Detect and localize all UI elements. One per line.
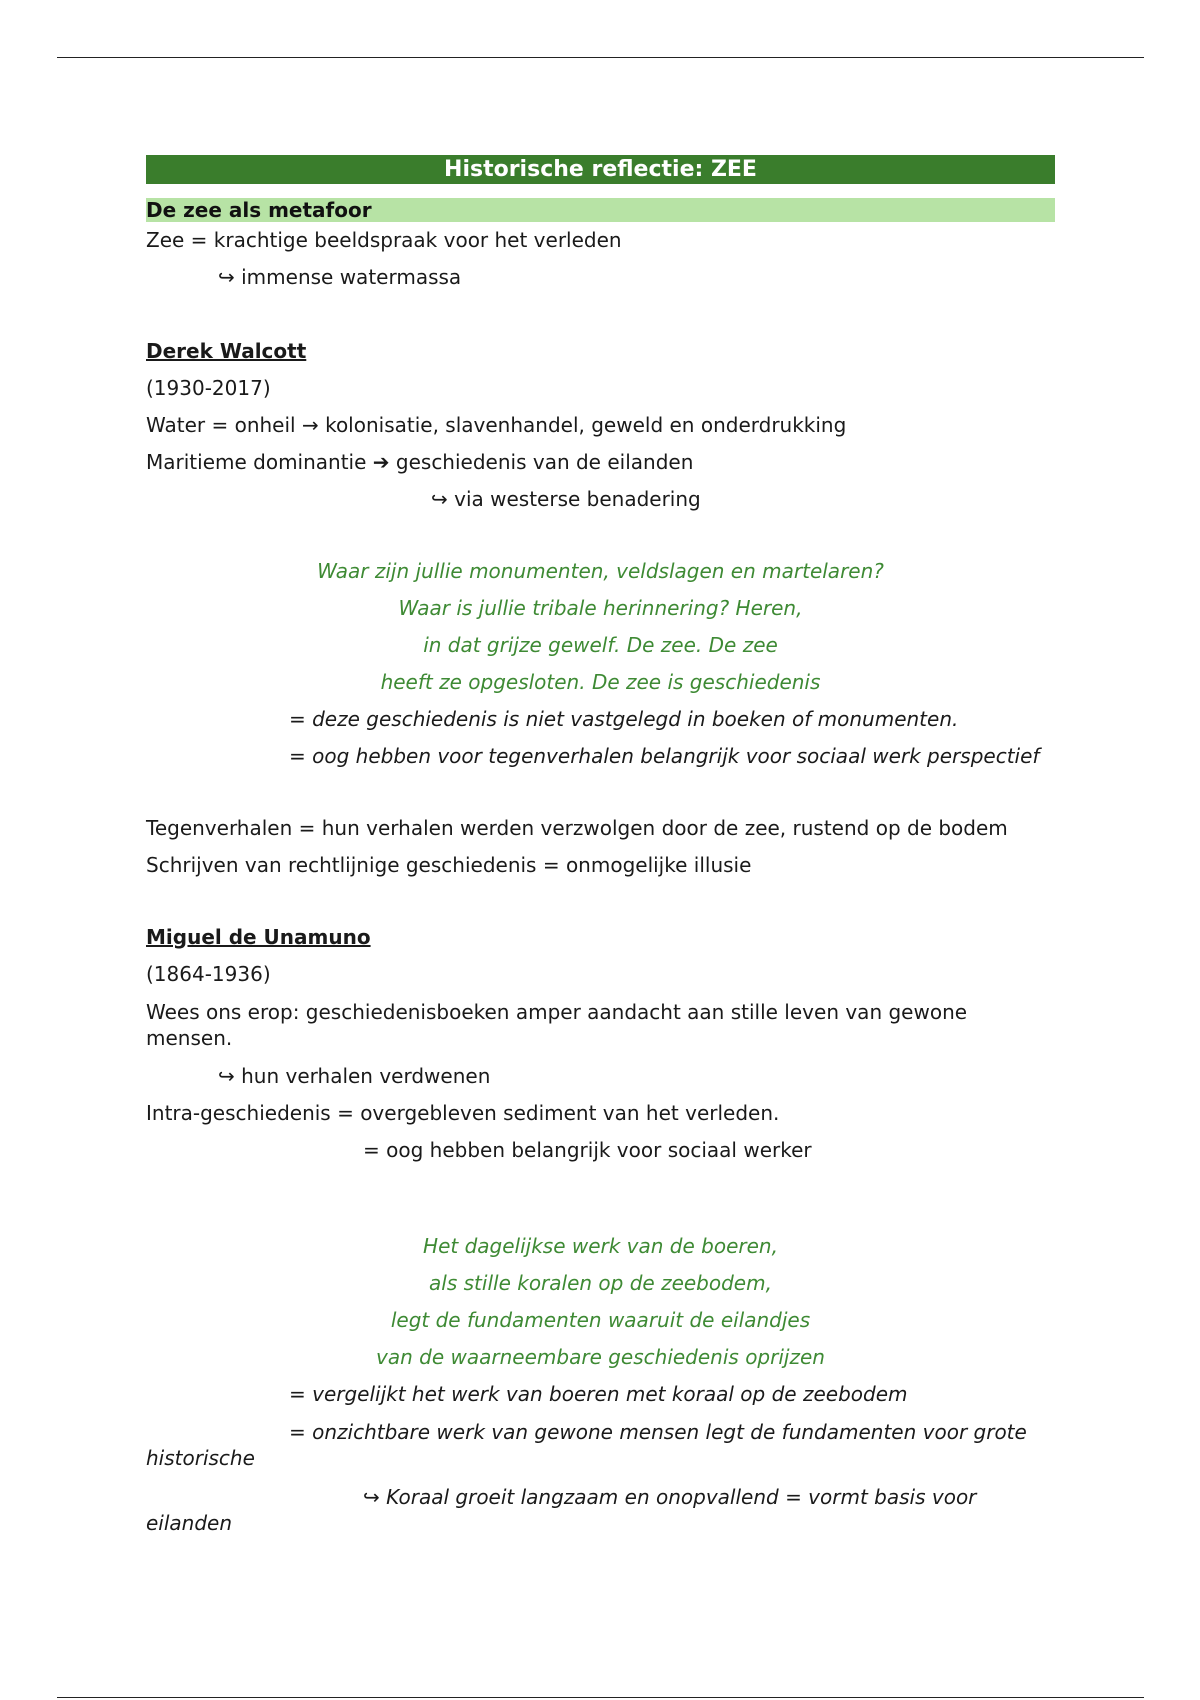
unamuno-note: = vergelijkt het werk van boeren met koraal op de zeebodem [289, 1382, 908, 1406]
walcott-quote-line: Waar zijn jullie monumenten, veldslagen en martelaren? [317, 559, 884, 583]
unamuno-quote-line: legt de fundamenten waaruit de eilandjes [390, 1308, 811, 1332]
unamuno-years: (1864-1936) [146, 962, 271, 986]
footer-rule [57, 1697, 1144, 1698]
walcott-heading: Derek Walcott [146, 339, 307, 363]
document-body [146, 155, 1055, 1549]
walcott-note: = oog hebben voor tegenverhalen belangrijk voor sociaal werk perspectief [289, 744, 1040, 768]
unamuno-line: Intra-geschiedenis = overgebleven sediment van het verleden. [146, 1101, 780, 1125]
header-rule [57, 57, 1144, 58]
walcott-subline: ↪ via westerse benadering [431, 487, 701, 511]
unamuno-line: Wees ons erop: geschiedenisboeken amper aandacht aan stille leven van gewone mensen. [146, 1000, 968, 1050]
intro-subline: ↪ immense watermassa [218, 265, 462, 289]
walcott-quote-line: Waar is jullie tribale herinnering? Heren, [398, 596, 803, 620]
walcott-line: Maritieme dominantie ➔ geschiedenis van de eilanden [146, 450, 694, 474]
unamuno-quote-line: als stille koralen op de zeebodem, [429, 1271, 772, 1295]
walcott-note: = deze geschiedenis is niet vastgelegd in boeken of monumenten. [289, 707, 959, 731]
walcott-years: (1930-2017) [146, 376, 271, 400]
unamuno-quote-line: Het dagelijkse werk van de boeren, [423, 1234, 778, 1258]
walcott-quote-line: in dat grijze gewelf. De zee. De zee [423, 633, 778, 657]
unamuno-note: = onzichtbare werk van gewone mensen legt de fundamenten voor grote historische [146, 1420, 1027, 1470]
unamuno-subline: = oog hebben belangrijk voor sociaal werker [363, 1138, 812, 1162]
walcott-after-line: Schrijven van rechtlijnige geschiedenis = onmogelijke illusie [146, 853, 752, 877]
document-title: Historische reflectie: ZEE [146, 155, 1055, 184]
walcott-line: Water = onheil → kolonisatie, slavenhandel, geweld en onderdrukking [146, 413, 847, 437]
unamuno-heading: Miguel de Unamuno [146, 925, 371, 949]
walcott-quote-line: heeft ze opgesloten. De zee is geschiedenis [380, 670, 821, 694]
unamuno-quote-line: van de waarneembare geschiedenis oprijzen [376, 1345, 825, 1369]
unamuno-subline: ↪ hun verhalen verdwenen [218, 1064, 491, 1088]
walcott-after-line: Tegenverhalen = hun verhalen werden verzwolgen door de zee, rustend op de bodem [146, 816, 1008, 840]
section-heading: De zee als metafoor [146, 198, 1055, 222]
intro-line: Zee = krachtige beeldspraak voor het verleden [146, 228, 622, 252]
unamuno-note: ↪ Koraal groeit langzaam en onopvallend = vormt basis voor eilanden [146, 1485, 977, 1535]
